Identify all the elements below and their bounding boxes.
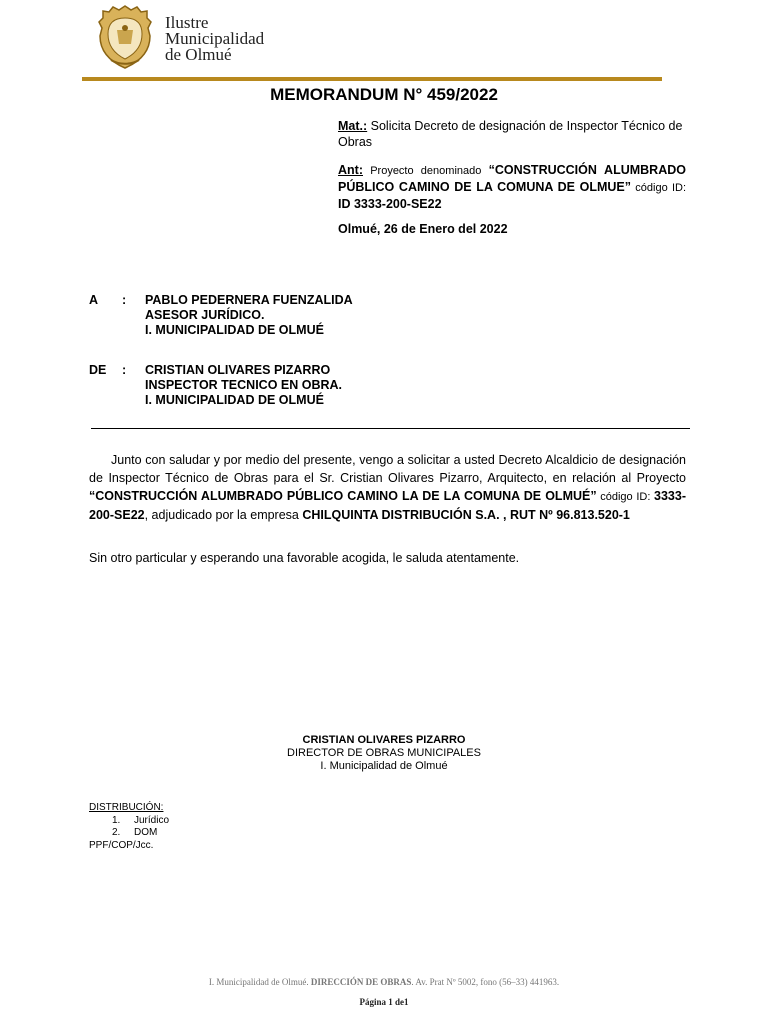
subject-block xyxy=(338,118,686,150)
organization-name xyxy=(165,15,264,63)
from-name: CRISTIAN OLIVARES PIZARRO xyxy=(145,363,331,377)
page-footer xyxy=(0,977,768,987)
subject-text: Solicita Decreto de designación de Inspector Técnico de Obras xyxy=(338,119,683,149)
distribution-title: DISTRIBUCIÓN: xyxy=(89,802,164,813)
body-mid: , adjudicado por la empresa xyxy=(144,508,303,522)
antecedent-pre: Proyecto denominado xyxy=(363,165,489,177)
list-item xyxy=(112,827,169,840)
item-label: Jurídico xyxy=(134,814,170,826)
body-company: CHILQUINTA DISTRIBUCIÓN S.A. , RUT Nº 96.813.520-1 xyxy=(302,508,630,522)
header-divider xyxy=(82,77,662,81)
antecedent-project: “CONSTRUCCIÓN ALUMBRADO PÚBLICO CAMINO DE LA COMUNA DE OLMUE” xyxy=(338,163,686,194)
distribution-block xyxy=(89,802,169,852)
antecedent-code-label: código ID: xyxy=(631,182,686,194)
antecedent-code: ID 3333-200-SE22 xyxy=(338,197,442,211)
section-divider xyxy=(91,428,690,429)
signer-role: DIRECTOR DE OBRAS MUNICIPALES xyxy=(287,747,481,759)
footer-post: . Av. Prat Nº 5002, fono (56–33) 441963. xyxy=(411,977,560,987)
org-line-1: Ilustre xyxy=(165,13,209,32)
subject-label: Mat.: xyxy=(338,119,368,133)
municipal-crest-icon xyxy=(97,4,153,70)
to-name: PABLO PEDERNERA FUENZALIDA xyxy=(145,293,353,307)
item-label: DOM xyxy=(134,827,158,838)
org-line-2: Municipalidad xyxy=(165,29,265,48)
signer-name: CRISTIAN OLIVARES PIZARRO xyxy=(302,734,466,746)
from-org: I. MUNICIPALIDAD DE OLMUÉ xyxy=(145,393,324,407)
footer-dept: DIRECCIÓN DE OBRAS xyxy=(310,977,412,987)
signature-block xyxy=(0,734,768,773)
body-code-label: código ID: xyxy=(596,491,655,503)
body-project: “CONSTRUCCIÓN ALUMBRADO PÚBLICO CAMINO LA DE LA COMUNA DE OLMUÉ” xyxy=(89,489,597,503)
to-org: I. MUNICIPALIDAD DE OLMUÉ xyxy=(145,323,324,337)
to-colon: : xyxy=(122,293,127,307)
distribution-list xyxy=(89,815,169,840)
from-key: DE xyxy=(89,363,107,377)
footer-pre: I. Municipalidad de Olmué. xyxy=(208,977,311,987)
to-role: ASESOR JURÍDICO. xyxy=(145,308,265,322)
reference-initials: PPF/COP/Jcc. xyxy=(89,839,154,851)
org-line-3: de Olmué xyxy=(165,45,232,64)
body-intro: Junto con saludar y por medio del presente, vengo a solicitar a usted Decreto Alcaldicio de designación de Inspector Técnico de Obras para el Sr. Cristian Olivares Pizarro, Arquitecto, en relación al Proyecto xyxy=(89,453,686,485)
antecedent-block xyxy=(338,162,686,212)
from-role: INSPECTOR TECNICO EN OBRA. xyxy=(145,378,343,392)
signer-org: I. Municipalidad de Olmué xyxy=(320,760,448,772)
item-number: 1. xyxy=(112,814,121,826)
memo-date: Olmué, 26 de Enero del 2022 xyxy=(338,222,508,236)
item-number: 2. xyxy=(112,827,121,838)
to-key: A xyxy=(89,293,99,307)
body-paragraph xyxy=(89,451,686,524)
page-number: Página 1 de1 xyxy=(359,997,409,1007)
closing-text: Sin otro particular y esperando una favorable acogida, le saluda atentamente. xyxy=(89,551,520,565)
from-colon: : xyxy=(122,363,127,377)
body-code: 3333-200-SE22 xyxy=(89,489,687,522)
antecedent-label: Ant: xyxy=(338,163,363,177)
list-item xyxy=(112,815,169,828)
memo-title: MEMORANDUM N° 459/2022 xyxy=(270,85,498,104)
